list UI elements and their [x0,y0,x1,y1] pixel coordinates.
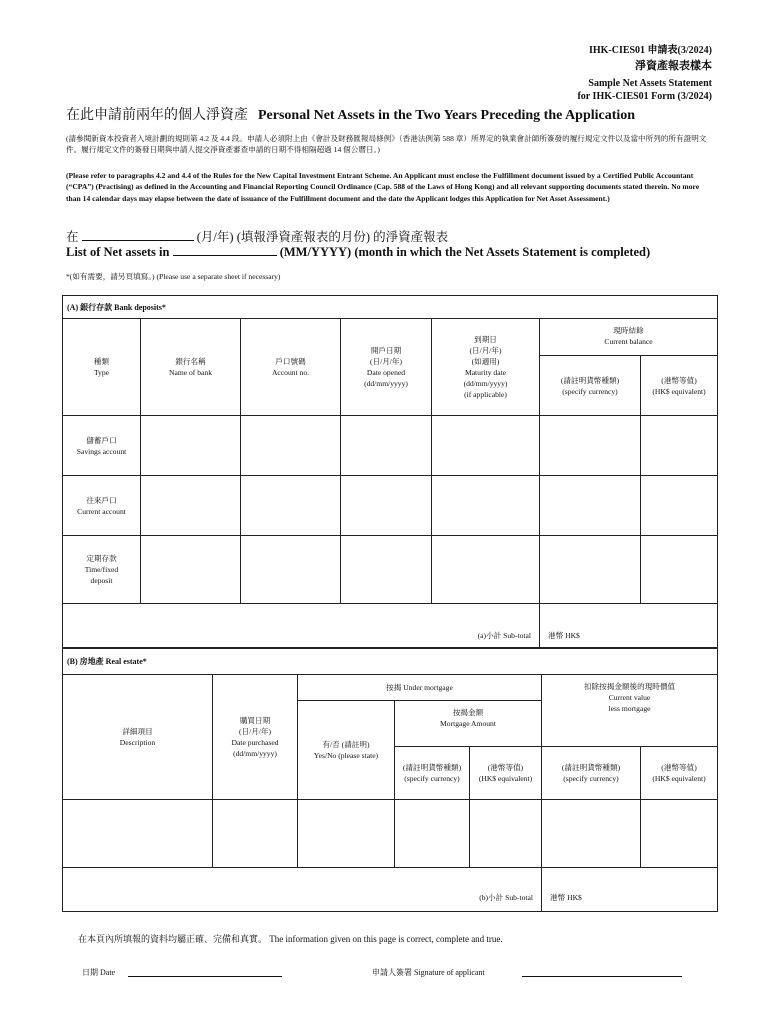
header-account-no: 戶口號碼 Account no. [241,319,341,416]
section-b-title: (B) 房地產 Real estate* [63,649,718,675]
date-opened-cell[interactable] [341,416,432,476]
subtotal-a-value[interactable]: 港幣 HK$ [540,604,718,648]
currency-cell[interactable] [540,416,641,476]
description-cell[interactable] [63,800,213,868]
instructions-en: (Please refer to paragraphs 4.2 and 4.4 of the Rules for the New Capital Investment Entrant Scheme. An Applicant must enclose the Fulfillment document issued by a Certified Public Accountant (“CPA”) (Practising) as defined in the Accounting and Financial Reporting Council Ordinance (Cap. 588 of the Laws of Hong Kong) and all relevant supporting documents stated therein. No more than 14 calendar days may elapse between the date of issuance of the Fulfillment document and the date the Applicant lodges this Application for Net Asset Assessment.) [66,171,700,203]
month-year-field-en[interactable] [173,245,277,256]
header-bank-name: 銀行名稱 Name of bank [141,319,241,416]
page-title-en: Personal Net Assets in the Two Years Preceding the Application [258,108,636,123]
header-date-purchased: 購買日期 (日/月/年) Date purchased (dd/mm/yyyy) [213,675,298,800]
real-estate-table [62,648,718,912]
mortgage-hkd-cell[interactable] [470,800,542,868]
header-currency: (請註明貨幣種類) (specify currency) [540,356,641,416]
subtotal-a-label: (a)小計 Sub-total [63,604,540,648]
date-opened-cell[interactable] [341,536,432,604]
header-current-balance: 現時結餘 Current balance [540,319,718,356]
for-form-label: for IHK-CIES01 Form (3/2024) [577,91,712,102]
as-at-en-prefix: List of Net assets in [66,245,170,259]
table-row [63,536,718,604]
account-no-cell[interactable] [241,476,341,536]
header-value-hkd: (港幣等值) (HK$ equivalent) [641,747,718,800]
date-field[interactable] [128,976,282,977]
header-description: 詳細項目 Description [63,675,213,800]
header-under-mortgage: 按揭 Under mortgage [298,675,542,701]
header-type: 種類 Type [63,319,141,416]
maturity-date-cell[interactable] [432,476,540,536]
account-no-cell[interactable] [241,536,341,604]
declaration-text: 在本頁內所填報的資料均屬正確、完備和真實。 The information given on this page is correct, complete and true. [78,934,503,944]
maturity-date-cell[interactable] [432,416,540,476]
hkd-cell[interactable] [641,476,718,536]
row-label-time-deposit: 定期存款 Time/fixed deposit [63,536,141,604]
header-date-opened: 開戶日期 (日/月/年) Date opened (dd/mm/yyyy) [341,319,432,416]
table-row [63,416,718,476]
value-hkd-cell[interactable] [641,800,718,868]
as-at-en-suffix: (MM/YYYY) (month in which the Net Assets Statement is completed) [279,245,651,259]
header-mortgage-amount: 按揭金額 Mortgage Amount [395,701,542,747]
date-opened-cell[interactable] [341,476,432,536]
page-title-zh: 在此申請前兩年的個人淨資產 [66,108,248,123]
value-currency-cell[interactable] [542,800,641,868]
header-mortgage-currency: (請註明貨幣種類) (specify currency) [395,747,470,800]
hkd-cell[interactable] [641,416,718,476]
as-at-line-zh [66,227,448,245]
bank-name-cell[interactable] [141,536,241,604]
header-yes-no: 有/否 (請註明) Yes/No (please state) [298,701,395,800]
header-maturity-date: 到期日 (日/月/年) (如適用) Maturity date (dd/mm/yyyy) (if applicable) [432,319,540,416]
row-label-current: 往來戶口 Current account [63,476,141,536]
sample-title-en: Sample Net Assets Statement [588,78,712,89]
date-label: 日期 Date [82,968,116,977]
mortgage-currency-cell[interactable] [395,800,470,868]
signature-field[interactable] [522,976,682,977]
signature-label: 申請人簽署 Signature of applicant [372,968,485,977]
row-label-savings: 儲蓄戶口 Savings account [63,416,141,476]
as-at-zh-prefix: 在 [66,230,79,244]
currency-cell[interactable] [540,476,641,536]
maturity-date-cell[interactable] [432,536,540,604]
subtotal-b-label: (b)小計 Sub-total [63,868,542,912]
bank-deposits-table [62,295,718,648]
sample-title-zh: 淨資產報表樣本 [635,60,712,72]
header-hkd-equivalent: (港幣等值) (HK$ equivalent) [641,356,718,416]
yes-no-cell[interactable] [298,800,395,868]
hkd-cell[interactable] [641,536,718,604]
table-row [63,476,718,536]
header-current-value: 扣除按揭金額後的現時價值 Current value less mortgage [542,675,718,747]
page-title [66,104,635,124]
instructions-zh: (請參閱新資本投資者入境計劃的規則第 4.2 及 4.4 段。申請人必須附上由《會計及財務匯報局條例》（香港法例第 588 章）所界定的執業會計師所簽發的履行規定文件以及當中所列的所有證明文件。履行規定文件的簽發日期與申請人提交淨資產審查申請的日期不得相隔超過 14 個公曆日。) [66,134,707,155]
subtotal-b-value[interactable]: 港幣 HK$ [542,868,718,912]
table-row [63,800,718,868]
bank-name-cell[interactable] [141,416,241,476]
section-a-title: (A) 銀行存款 Bank deposits* [63,296,718,319]
account-no-cell[interactable] [241,416,341,476]
currency-cell[interactable] [540,536,641,604]
bank-name-cell[interactable] [141,476,241,536]
as-at-line-en [66,245,650,260]
header-mortgage-hkd: (港幣等值) (HK$ equivalent) [470,747,542,800]
separate-sheet-note: *(如有需要，請另頁填寫。) (Please use a separate sheet if necessary) [66,272,281,281]
header-value-currency: (請註明貨幣種類) (specify currency) [542,747,641,800]
form-code: IHK-CIES01 申請表(3/2024) [588,45,712,56]
as-at-zh-suffix: (月/年) (填報淨資產報表的月份) 的淨資產報表 [196,230,449,244]
date-purchased-cell[interactable] [213,800,298,868]
month-year-field-zh[interactable] [82,230,194,241]
